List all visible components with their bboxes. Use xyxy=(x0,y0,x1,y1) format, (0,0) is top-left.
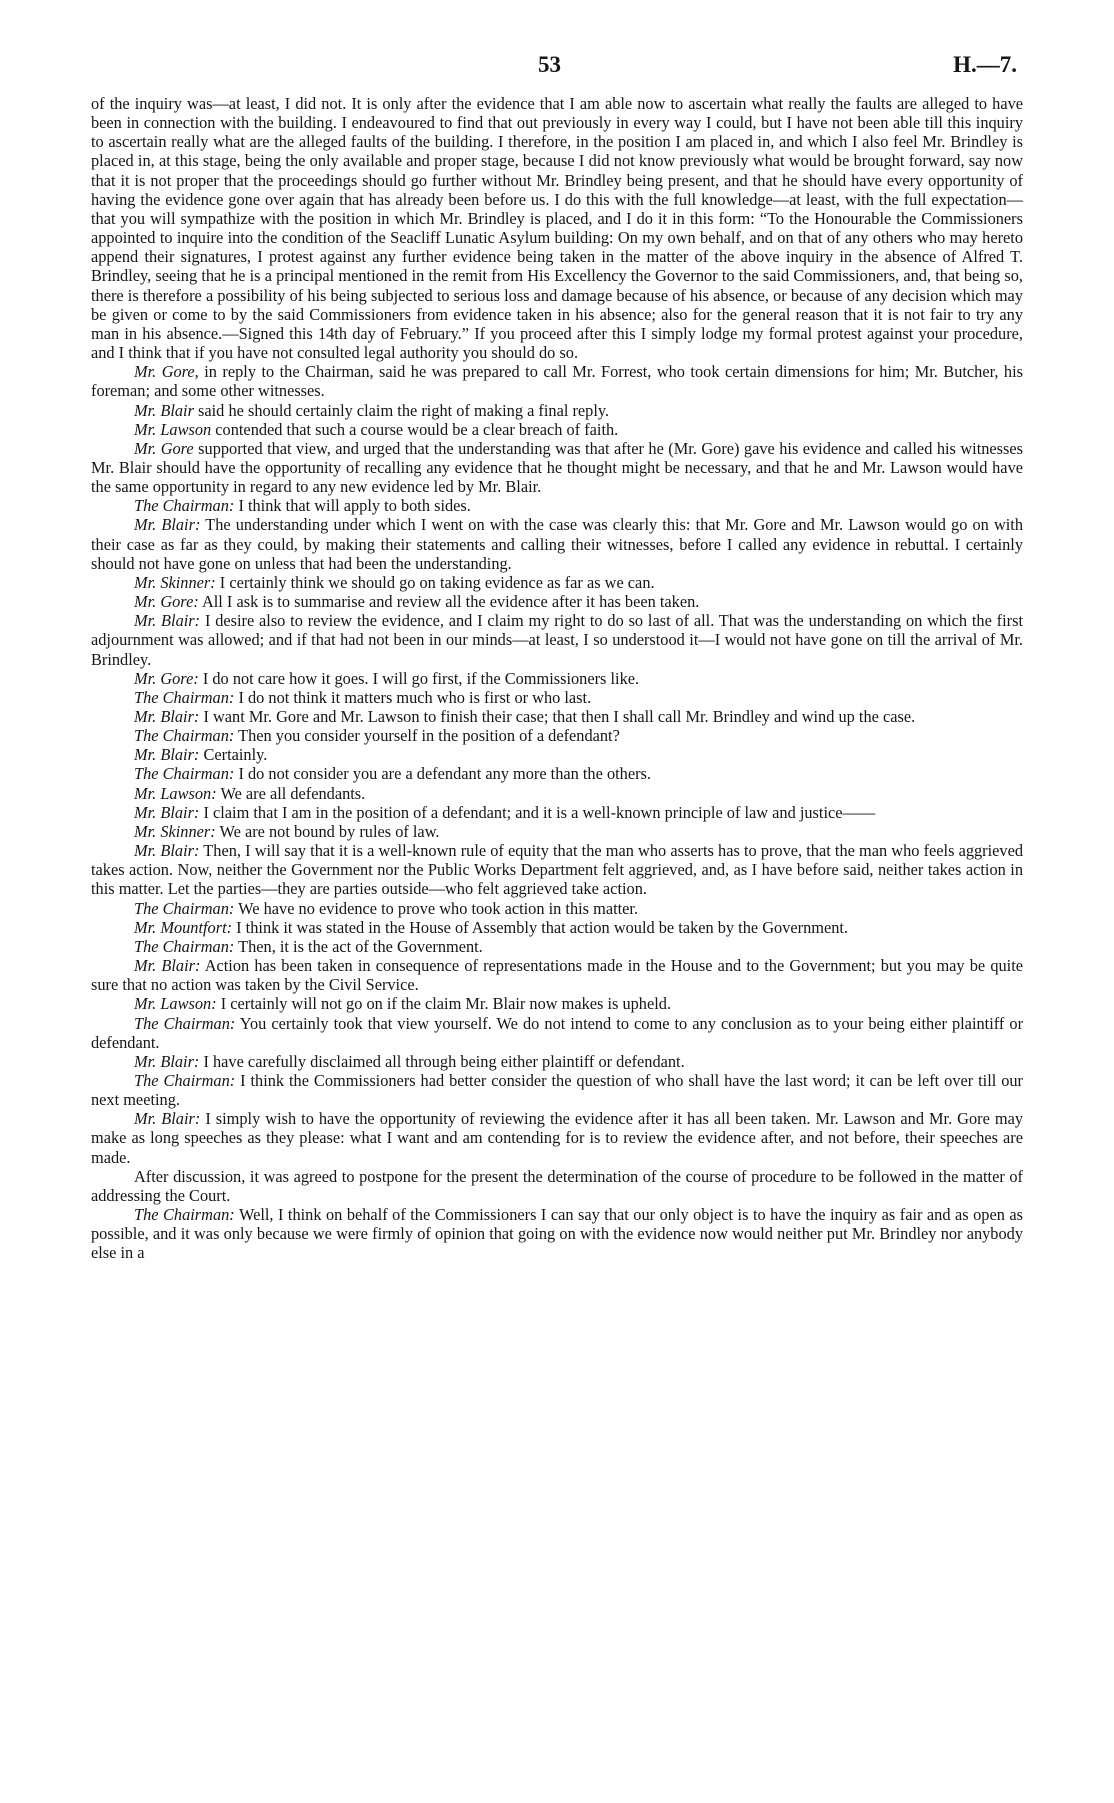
paragraph-text: The understanding under which I went on with the case was clearly this: that Mr. Gore and Mr. Lawson would go on with their case as far as they could, by making their statements and calling their witnesses, before I called any evidence in rebuttal. I certainly should not have gone on unless that had been the understanding. xyxy=(91,515,1024,573)
paragraph-text: I simply wish to have the opportunity of reviewing the evidence after it has all been taken. Mr. Lawson and Mr. Gore may make as long speeches as they please: what I want and am contending for is to review the evidence after, and not before, their speeches are made. xyxy=(91,1109,1024,1167)
paragraph xyxy=(91,573,1023,592)
paragraph xyxy=(91,362,1023,400)
paragraph-text: I have carefully disclaimed all through being either plaintiff or defendant. xyxy=(203,1051,685,1071)
speaker-name: Mr. Gore: xyxy=(134,592,199,612)
paragraph xyxy=(91,688,1023,707)
speaker-name: Mr. Blair: xyxy=(134,1051,200,1071)
speaker-name: Mr. Blair: xyxy=(134,707,200,726)
speaker-name: The Chairman: xyxy=(134,898,235,918)
speaker-name: The Chairman: xyxy=(134,764,235,784)
page-header xyxy=(0,52,1114,86)
paragraph-text: I do not care how it goes. I will go first, if the Commissioners like. xyxy=(202,668,640,688)
paragraph xyxy=(91,1071,1023,1109)
paragraph-text: Well, I think on behalf of the Commissioners I can say that our only object is to have the inquiry as fair and as open as possible, and it was only because we were firmly of opinion that going on with the evidence now would neither put Mr. Brindley nor anybody else in a xyxy=(91,1205,1023,1263)
paragraph-text: contended that such a course would be a clear breach of faith. xyxy=(215,419,619,439)
speaker-name: Mr. Lawson: xyxy=(134,783,217,803)
paragraph xyxy=(91,899,1023,918)
paragraph xyxy=(91,1014,1023,1052)
paragraph-text: I think that will apply to both sides. xyxy=(238,496,471,516)
paragraph xyxy=(91,611,1023,668)
paragraph-text: We are all defendants. xyxy=(220,783,366,803)
paragraph xyxy=(91,420,1023,439)
paragraph xyxy=(91,918,1023,937)
paragraph-text: supported that view, and urged that the understanding was that after he (Mr. Gore) gave his evidence and called his witnesses Mr. Blair should have the opportunity of recalling any evidence that he thought might be necessary, and that he and Mr. Lawson would have the same opportunity in regard to any new evidence led by Mr. Blair. xyxy=(91,438,1023,497)
speaker-name: Mr. Skinner: xyxy=(134,821,216,841)
speaker-name: Mr. Gore, xyxy=(134,362,199,382)
paragraph xyxy=(91,822,1023,841)
paragraph-text: I do not consider you are a defendant any more than the others. xyxy=(238,764,651,784)
document-reference: H.—7. xyxy=(953,52,1017,77)
paragraph-text: I think the Commissioners had better consider the question of who shall have the last word; it can be left over till our next meeting. xyxy=(91,1070,1023,1110)
paragraph xyxy=(91,994,1023,1013)
paragraph-text: I certainly think we should go on taking evidence as far as we can. xyxy=(219,572,655,592)
paragraph xyxy=(91,439,1023,496)
paragraph-text: Then, it is the act of the Government. xyxy=(238,936,483,956)
paragraph xyxy=(91,496,1023,515)
speaker-name: Mr. Blair: xyxy=(134,1109,201,1129)
speaker-name: Mr. Mountfort: xyxy=(134,917,233,937)
speaker-name: The Chairman: xyxy=(134,1070,236,1090)
paragraph-text: in reply to the Chairman, said he was prepared to call Mr. Forrest, who took certain dimensions for him; Mr. Butcher, his foreman; and some other witnesses. xyxy=(91,362,1024,401)
speaker-name: Mr. Blair: xyxy=(134,956,201,976)
speaker-name: Mr. Blair: xyxy=(134,802,200,822)
speaker-name: Mr. Skinner: xyxy=(134,572,216,592)
paragraph xyxy=(91,401,1023,420)
speaker-name: The Chairman: xyxy=(134,496,235,516)
speaker-name: Mr. Lawson: xyxy=(134,994,217,1014)
paragraph xyxy=(91,841,1023,898)
paragraph-text: I claim that I am in the position of a defendant; and it is a well-known principle of law and justice—— xyxy=(203,802,876,822)
paragraph-text: Then, I will say that it is a well-known rule of equity that the man who asserts has to prove, that the man who feels aggrieved takes action. Now, neither the Government nor the Public Works Department felt aggrieved, and, as I have before said, neither takes action in this matter. Let the parties—they are parties outside—who felt aggrieved take action. xyxy=(91,841,1024,899)
paragraph-text: I think it was stated in the House of Assembly that action would be taken by the Government. xyxy=(236,917,849,937)
paragraph-text: I do not think it matters much who is first or who last. xyxy=(238,687,592,707)
paragraph-text: said he should certainly claim the right of making a final reply. xyxy=(198,400,610,420)
paragraph xyxy=(91,726,1023,745)
paragraph-text: I certainly will not go on if the claim Mr. Blair now makes is upheld. xyxy=(220,994,672,1014)
speaker-name: Mr. Lawson xyxy=(134,419,212,439)
speaker-name: The Chairman: xyxy=(134,687,235,707)
speaker-name: The Chairman: xyxy=(134,1013,236,1033)
document-body xyxy=(91,94,1023,1263)
paragraph-text: I want Mr. Gore and Mr. Lawson to finish their case; that then I shall call Mr. Brindley and wind up the case. xyxy=(203,707,916,726)
paragraph xyxy=(91,1167,1023,1205)
paragraph-text: of the inquiry was—at least, I did not. It is only after the evidence that I am able now to ascertain what really the faults are alleged to have been in connection with the building. I endeavoured to find that out previously in every way I could, but I have not been able till this inquiry to ascertain really what are the alleged faults of the building. I therefore, in the position I am placed in, and which I also feel Mr. Brindley is placed in, at this stage, being the only available and proper stage, because I did not know previously what would be brought forward, say now that it is not proper that the proceedings should go further without Mr. Brindley being present, and that he should have every opportunity of having the evidence gone over again that has already been before us. I do this with the full knowledge—at least, with the full expectation—that you will sympathize with the position in which Mr. Brindley is placed, and I do it in this form: “To the Honourable the Commissioners appointed to inquire into the condition of the Seacliff Lunatic Asylum building: On my own behalf, and on that of any others who may hereto append their signatures, I protest against any further evidence being taken in the matter of the above inquiry in the absence of Alfred T. Brindley, seeing that he is a principal mentioned in the remit from His Excellency the Governor to the said Commissioners, and, that being so, there is therefore a possibility of his being subjected to serious loss and damage because of his absence, or because of any decision which may be given or come to by the said Commissioners from evidence taken in his absence; also for the general reason that it is not fair to try any man in his absence.—Signed this 14th day of February.” If you proceed after this I simply lodge my formal protest against your procedure, and I think that if you have not consulted legal authority you should do so. xyxy=(91,94,1023,363)
paragraph xyxy=(91,784,1023,803)
continuation-paragraph xyxy=(91,94,1023,362)
paragraph-text: Certainly. xyxy=(203,745,268,765)
paragraph xyxy=(91,1205,1023,1262)
speaker-name: Mr. Blair: xyxy=(134,745,200,765)
paragraph xyxy=(91,745,1023,764)
speaker-name: Mr. Gore: xyxy=(134,668,199,688)
speaker-name: Mr. Blair: xyxy=(134,611,201,631)
speaker-name: Mr. Gore xyxy=(134,438,194,458)
paragraph xyxy=(91,592,1023,611)
speaker-name: Mr. Blair: xyxy=(134,515,201,535)
page-number: 53 xyxy=(538,52,561,77)
paragraph xyxy=(91,764,1023,783)
paragraph xyxy=(91,707,1023,726)
speaker-name: The Chairman: xyxy=(134,726,235,746)
paragraph-text: After discussion, it was agreed to postpone for the present the determination of the course of procedure to be followed in the matter of addressing the Court. xyxy=(91,1166,1023,1205)
paragraph-text: I desire also to review the evidence, and I claim my right to do so last of all. That was the understanding on which the first adjournment was allowed; and if that had not been in our minds—at least, I so understood it—I would not have gone on till the arrival of Mr. Brindley. xyxy=(91,611,1024,669)
paragraph-text: We are not bound by rules of law. xyxy=(219,821,440,841)
paragraph xyxy=(91,515,1023,572)
paragraph xyxy=(91,803,1023,822)
paragraph xyxy=(91,1109,1023,1166)
paragraph-text: All I ask is to summarise and review all the evidence after it has been taken. xyxy=(201,592,700,612)
paragraph-text: We have no evidence to prove who took action in this matter. xyxy=(238,898,639,918)
paragraph xyxy=(91,1052,1023,1071)
speaker-name: Mr. Blair: xyxy=(134,841,200,861)
paragraph xyxy=(91,669,1023,688)
paragraph-text: Then you consider yourself in the position of a defendant? xyxy=(238,726,620,746)
paragraph-text: You certainly took that view yourself. We do not intend to come to any conclusion as to your being either plaintiff or defendant. xyxy=(91,1013,1024,1052)
paragraph xyxy=(91,937,1023,956)
paragraph xyxy=(91,956,1023,994)
paragraph-text: Action has been taken in consequence of representations made in the House and to the Government; but you may be quite sure that no action was taken by the Civil Service. xyxy=(91,956,1023,995)
speaker-name: Mr. Blair xyxy=(134,400,194,420)
speaker-name: The Chairman: xyxy=(134,936,235,956)
speaker-name: The Chairman: xyxy=(134,1205,235,1225)
